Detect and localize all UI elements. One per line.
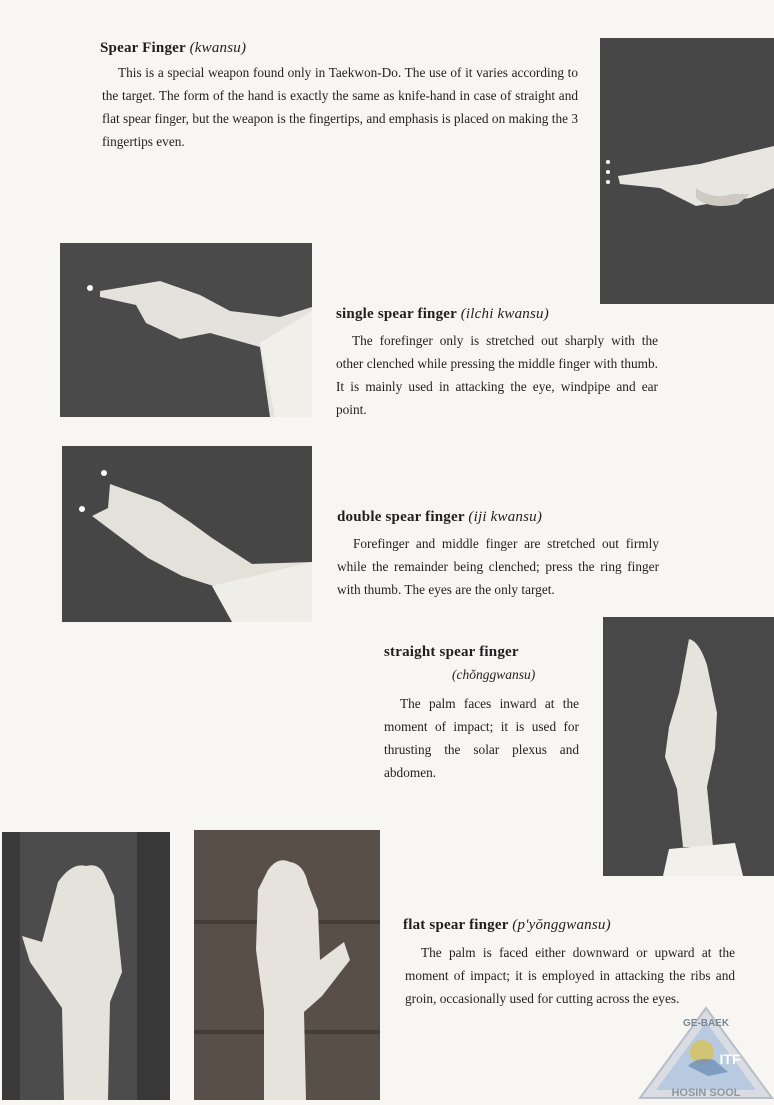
photo-flat-spear-finger-left [2, 832, 170, 1100]
flat-spear-finger-alt: (p'yŏnggwansu) [512, 917, 611, 933]
double-spear-finger-title: double spear finger [337, 509, 465, 525]
spear-finger-title: Spear Finger [100, 40, 186, 56]
photo-single-spear-finger-art [60, 243, 312, 417]
badge-top-text: GE-BAEK [682, 1018, 730, 1029]
spear-finger-text: This is a special weapon found only in Taekwon-Do. The use of it varies according to the target. The form of the hand is exactly the same as knife-hand in case of straight and flat spear finger, but the weapon is the fingertips, and emphasis is placed on making the 3 fingertips even. [102, 65, 578, 149]
ge-baek-badge-art [638, 1006, 774, 1100]
spear-finger-alt: (kwansu) [189, 40, 247, 56]
spear-finger-heading [100, 40, 246, 57]
single-spear-finger-title: single spear finger [336, 306, 457, 322]
single-spear-finger-alt: (ilchi kwansu) [460, 306, 549, 322]
photo-flat-spear-finger-right-art [194, 830, 380, 1100]
photo-spear-finger-art [600, 38, 774, 304]
photo-single-spear-finger [60, 243, 312, 417]
photo-flat-spear-finger-left-art [2, 832, 170, 1100]
double-spear-finger-text: Forefinger and middle finger are stretched out firmly while the remainder being clenched; press the ring finger with thumb. The eyes are the only target. [337, 536, 659, 597]
photo-double-spear-finger [62, 446, 312, 622]
photo-straight-spear-finger [603, 617, 774, 876]
flat-spear-finger-heading [403, 917, 611, 934]
badge-bottom-text: HOSIN SOOL [671, 1087, 741, 1099]
straight-spear-finger-title: straight spear finger [384, 644, 519, 660]
double-spear-finger-alt: (iji kwansu) [468, 509, 543, 525]
photo-double-spear-finger-art [62, 446, 312, 622]
straight-spear-finger-heading [384, 644, 519, 661]
badge-mid-text: ITF [719, 1051, 741, 1067]
single-spear-finger-heading [336, 306, 549, 323]
double-spear-finger-heading [337, 509, 542, 526]
ge-baek-badge [638, 1006, 774, 1100]
flat-spear-finger-text: The palm is faced either downward or upward at the moment of impact; it is employed in attacking the ribs and groin, occasionally used for cutting across the eyes. [405, 945, 735, 1006]
flat-spear-finger-title: flat spear finger [403, 917, 509, 933]
photo-spear-finger [600, 38, 774, 304]
photo-flat-spear-finger-right [194, 830, 380, 1100]
straight-spear-finger-alt: (chŏnggwansu) [452, 667, 536, 682]
photo-straight-spear-finger-art [603, 617, 774, 876]
single-spear-finger-text: The forefinger only is stretched out sharply with the other clenched while pressing the middle finger with thumb. It is mainly used in attacking the eye, windpipe and ear point. [336, 333, 658, 417]
straight-spear-finger-text: The palm faces inward at the moment of impact; it is used for thrusting the solar plexus and abdomen. [384, 696, 579, 780]
